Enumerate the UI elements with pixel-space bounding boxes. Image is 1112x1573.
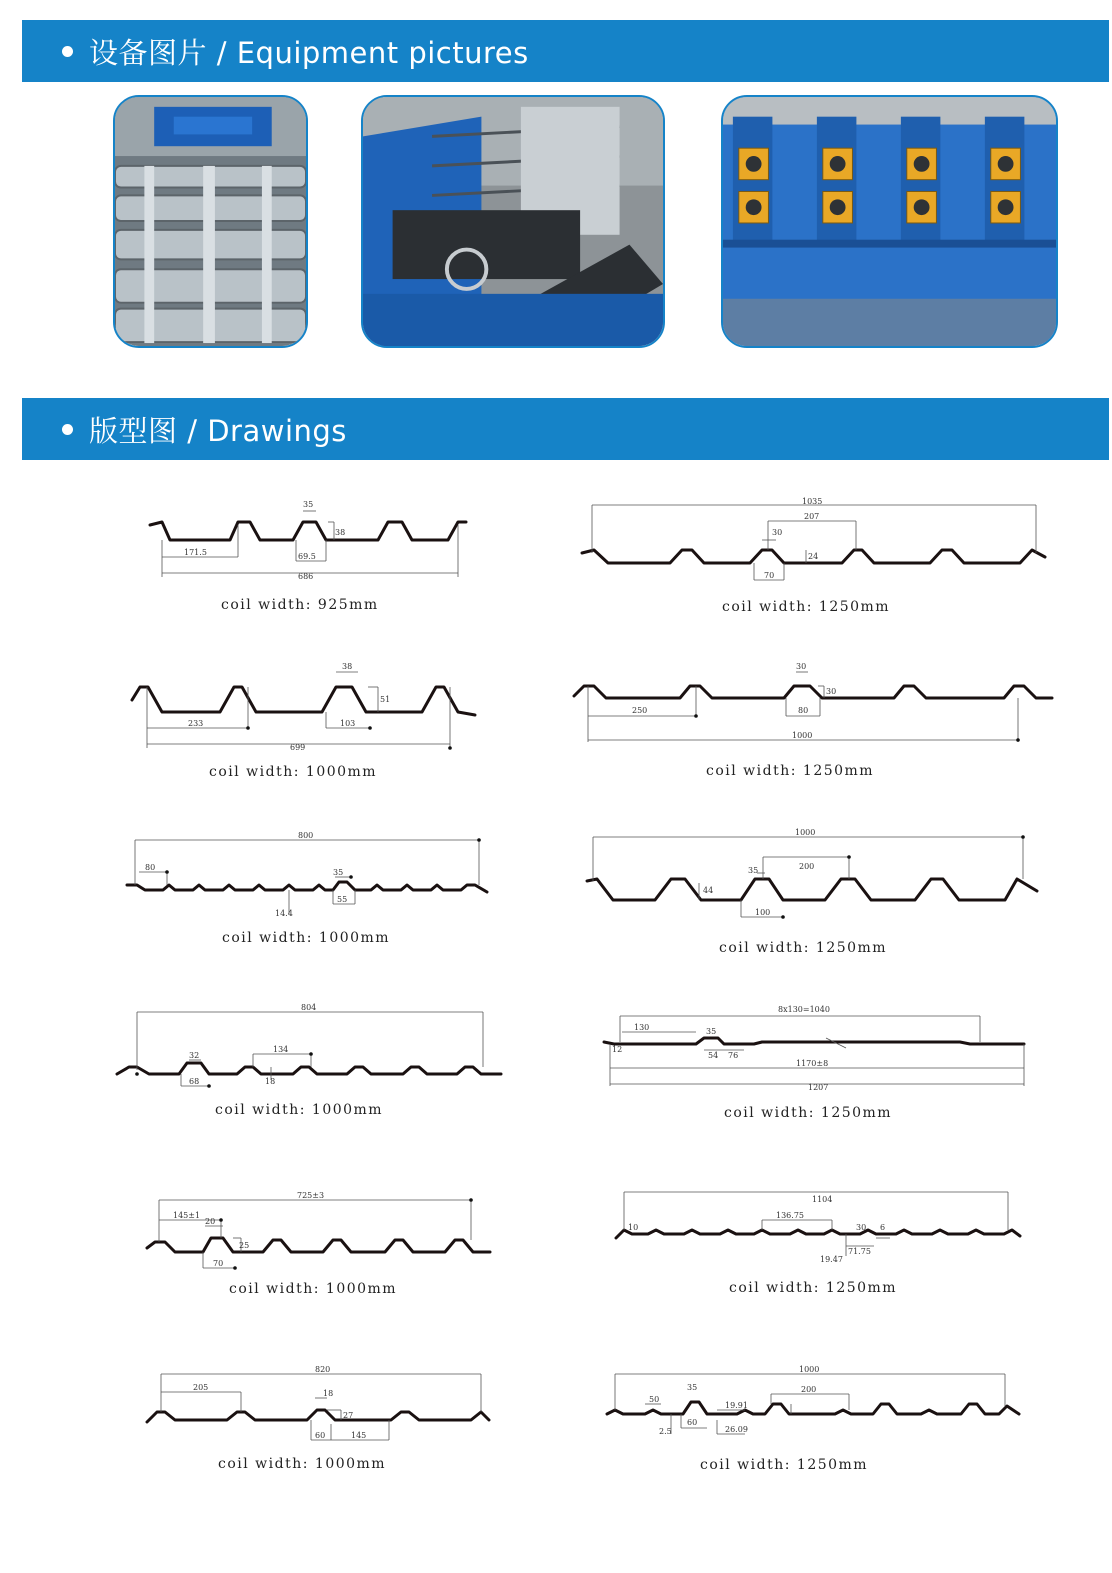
- dim-label: 51: [380, 695, 391, 704]
- dim-label: 19.91: [725, 1401, 748, 1410]
- dim-label: 1207: [808, 1083, 829, 1092]
- dim-label: 70: [764, 571, 775, 580]
- dim-label: 130: [634, 1023, 650, 1032]
- dim-label: 26.09: [725, 1425, 748, 1434]
- dim-label: 100: [755, 908, 771, 917]
- dim-label: 38: [342, 662, 353, 671]
- bullet-icon: [62, 424, 73, 435]
- equipment-photo-rollers: [113, 95, 308, 348]
- dim-label: 35: [687, 1383, 698, 1392]
- drawings-section-header: [22, 398, 1109, 460]
- dim-label: 80: [145, 863, 156, 872]
- dim-label: 1170±8: [796, 1059, 829, 1068]
- profile-diagram: [145, 1190, 495, 1275]
- profile-diagram: [125, 830, 495, 920]
- dim-label: 35: [333, 868, 344, 877]
- profile-diagram: [580, 495, 1050, 585]
- profile-diagram: [605, 1362, 1025, 1447]
- dim-label: 134: [273, 1045, 289, 1054]
- dim-label: 30: [856, 1223, 867, 1232]
- dim-label: 76: [728, 1051, 739, 1060]
- coil-width-label: coil width: 1250mm: [724, 1105, 893, 1121]
- dim-label: 60: [687, 1418, 698, 1427]
- coil-width-label: coil width: 1000mm: [215, 1102, 384, 1118]
- dim-label: 30: [826, 687, 837, 696]
- dim-label: 18: [265, 1077, 276, 1086]
- dim-label: 205: [193, 1383, 209, 1392]
- profile-diagram: [130, 660, 480, 755]
- coil-width-label: coil width: 1000mm: [222, 930, 391, 946]
- equipment-section-title: 设备图片 / Equipment pictures: [89, 35, 529, 70]
- dim-label: 200: [799, 862, 815, 871]
- dim-label: 25: [239, 1241, 250, 1250]
- dim-label: 171.5: [184, 548, 207, 557]
- dim-label: 19.47: [820, 1255, 843, 1264]
- dim-label: 71.75: [848, 1247, 871, 1256]
- coil-width-label: coil width: 1000mm: [218, 1456, 387, 1472]
- dim-label: 8x130=1040: [778, 1005, 830, 1014]
- dim-label: 20: [205, 1217, 216, 1226]
- dim-label: 68: [189, 1077, 200, 1086]
- dim-label: 14.4: [275, 909, 293, 918]
- dim-label: 145: [351, 1431, 367, 1440]
- dim-label: 35: [706, 1027, 717, 1036]
- dim-label: 35: [303, 500, 314, 509]
- dim-label: 1104: [812, 1195, 833, 1204]
- equipment-photo-stations: [721, 95, 1058, 348]
- profile-diagram: [145, 1362, 495, 1447]
- dim-label: 2.5: [659, 1427, 672, 1436]
- dim-label: 30: [772, 528, 783, 537]
- dim-label: 1000: [799, 1365, 820, 1374]
- dim-label: 250: [632, 706, 648, 715]
- profile-diagram: [612, 1190, 1027, 1275]
- profile-diagram: [572, 660, 1057, 750]
- dim-label: 1035: [802, 497, 823, 506]
- dim-label: 44: [703, 886, 714, 895]
- coil-width-label: coil width: 1250mm: [706, 763, 875, 779]
- dim-label: 18: [323, 1389, 334, 1398]
- dim-label: 136.75: [776, 1211, 804, 1220]
- dim-label: 699: [290, 743, 306, 752]
- dim-label: 30: [796, 662, 807, 671]
- dim-label: 27: [343, 1411, 354, 1420]
- dim-label: 38: [335, 528, 346, 537]
- drawings-section-title: 版型图 / Drawings: [89, 413, 347, 448]
- dim-label: 233: [188, 719, 204, 728]
- dim-label: 820: [315, 1365, 331, 1374]
- dim-label: 55: [337, 895, 348, 904]
- dim-label: 804: [301, 1003, 317, 1012]
- equipment-photo-feeder: [361, 95, 665, 348]
- coil-width-label: coil width: 1000mm: [209, 764, 378, 780]
- dim-label: 35: [748, 866, 759, 875]
- coil-width-label: coil width: 1000mm: [229, 1281, 398, 1297]
- dim-label: 32: [189, 1051, 200, 1060]
- dim-label: 145±1: [173, 1211, 201, 1220]
- dim-label: 686: [298, 572, 314, 581]
- profile-diagram: [115, 1000, 510, 1095]
- dim-label: 200: [801, 1385, 817, 1394]
- profile-diagram: [600, 1002, 1030, 1094]
- dim-label: 800: [298, 831, 314, 840]
- dim-label: 70: [213, 1259, 224, 1268]
- coil-width-label: coil width: 925mm: [221, 597, 379, 613]
- dim-label: 1000: [795, 828, 816, 837]
- coil-width-label: coil width: 1250mm: [700, 1457, 869, 1473]
- dim-label: 54: [708, 1051, 719, 1060]
- dim-label: 60: [315, 1431, 326, 1440]
- bullet-icon: [62, 46, 73, 57]
- dim-label: 12: [612, 1045, 623, 1054]
- dim-label: 6: [880, 1223, 886, 1232]
- dim-label: 1000: [792, 731, 813, 740]
- coil-width-label: coil width: 1250mm: [719, 940, 888, 956]
- dim-label: 24: [808, 552, 819, 561]
- dim-label: 725±3: [297, 1191, 325, 1200]
- equipment-section-header: [22, 20, 1109, 82]
- dim-label: 50: [649, 1395, 660, 1404]
- dim-label: 103: [340, 719, 356, 728]
- profile-diagram: [585, 825, 1045, 925]
- dim-label: 207: [804, 512, 820, 521]
- dim-label: 80: [798, 706, 809, 715]
- coil-width-label: coil width: 1250mm: [722, 599, 891, 615]
- dim-label: 69.5: [298, 552, 316, 561]
- dim-label: 10: [628, 1223, 639, 1232]
- profile-diagram: [148, 495, 478, 585]
- coil-width-label: coil width: 1250mm: [729, 1280, 898, 1296]
